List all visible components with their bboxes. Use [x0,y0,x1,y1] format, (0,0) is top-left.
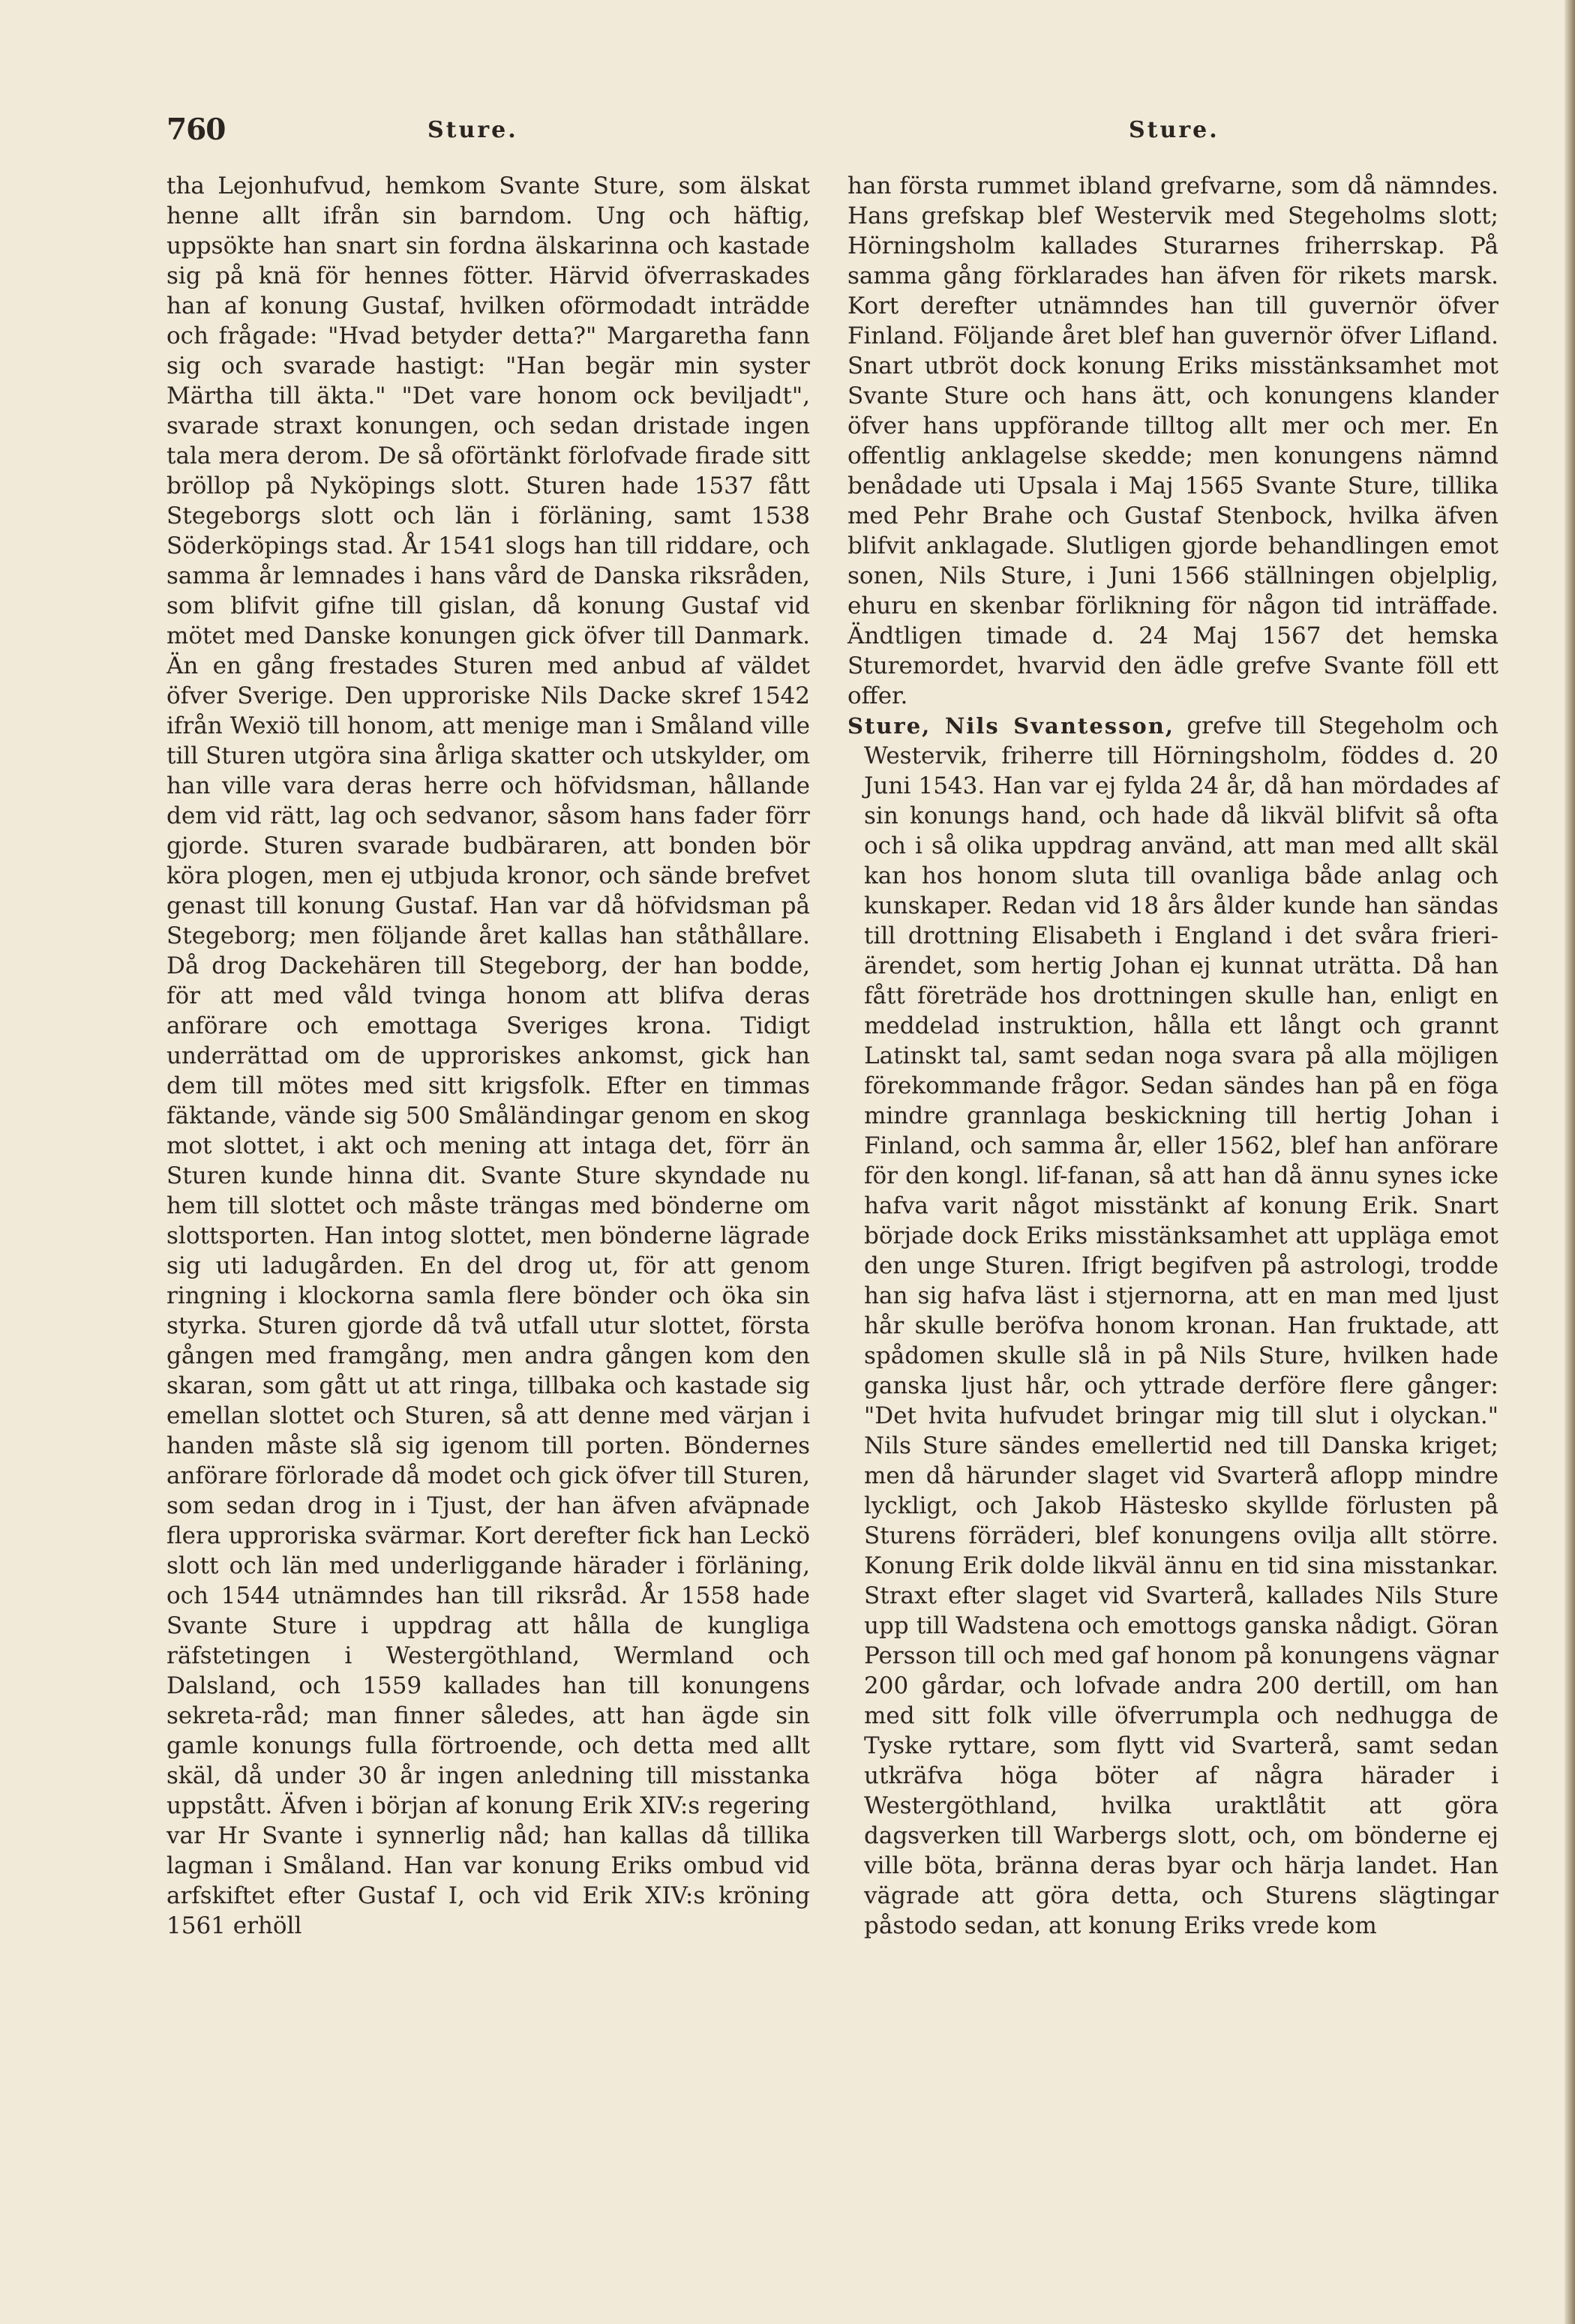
entry-heading: Sture, Nils Svantesson, [848,713,1174,739]
page-spine-edge [1564,0,1575,2324]
left-column [166,171,810,1941]
right-column-continued-text: han första rummet ibland grefvarne, som då nämndes. Hans grefskap blef Westervik med Stegeholms slott; Hörningsholm kallades Sturarnes friherrskap. På samma gång förklarades han äfven för rikets marsk. Kort derefter utnämndes han till guvernör öfver Finland. Följande året blef han guvernör öfver Lifland. Snart utbröt dock konung Eriks misstänksamhet mot Svante Sture och hans ätt, och konungens klander öfver hans uppförande tilltog allt mer och mer. En offentlig anklagelse skedde; men konungens nämnd benådade uti Upsala i Maj 1565 Svante Sture, tillika med Pehr Brahe och Gustaf Stenbock, hvilka äfven blifvit anklagade. Slutligen gjorde behandlingen emot sonen, Nils Sture, i Juni 1566 ställningen objelplig, ehuru en skenbar förlikning för någon tid inträffade. Ändtligen timade d. 24 Maj 1567 det hemska Sturemordet, hvarvid den ädle grefve Svante föll ett offer. [848,172,1498,709]
entry-text: grefve till Stegeholm och Westervik, friherre till Hörningsholm, föddes d. 20 Juni 1543. Han var ej fylda 24 år, då han mördades af sin konungs hand, och hade då likväl blifvit så ofta och i så olika uppdrag använd, att man med allt skäl kan hos honom sluta till ovanliga både anlag och kunskaper. Redan vid 18 års ålder kunde han sändas till drottning Elisabeth i England i det svåra frieri-ärendet, som hertig Johan ej kunnat uträtta. Då han fått företräde hos drottningen skulle han, enligt en meddelad instruktion, hålla ett långt och grannt Latinskt tal, samt sedan noga svara på alla möjligen förekommande frågor. Sedan sändes han på en föga mindre grannlaga beskickning till hertig Johan i Finland, och samma år, eller 1562, blef han anförare för den kongl. lif-fanan, så att han då ännu synes icke hafva varit något misstänkt af konung Erik. Snart började dock Eriks misstänksamhet att uppläga emot den unge Sturen. Ifrigt begifven på astrologi, trodde han sig hafva läst i stjernorna, att en man med ljust hår skulle beröfva honom kronan. Han fruktade, att spådomen skulle slå in på Nils Sture, hvilken hade ganska ljust hår, och yttrade derföre flere gånger: "Det hvita hufvudet bringar mig till slut i olyckan." Nils Sture sändes emellertid ned till Danska kriget; men då härunder slaget vid Svarterå aflopp mindre lyckligt, och Jakob Hästesko skyllde förlusten på Sturens förräderi, blef konungens ovilja allt större. Konung Erik dolde likväl ännu en tid sina misstankar. Straxt efter slaget vid Svarterå, kallades Nils Sture upp till Wadstena och emottogs ganska nådigt. Göran Persson till och med gaf honom på konungens vägnar 200 gårdar, och lofvade andra 200 dertill, om han med sitt folk ville öfverrumpla och nedhugga de Tyske ryttare, som flytt vid Svarterå, samt sedan utkräfva höga böter af några härader i Westergöthland, hvilka uraktlåtit att göra dagsverken till Warbergs slott, och, om bönderne ej ville böta, bränna deras byar och härja landet. Han vägrade att göra detta, och Sturens slägtingar påstodo sedan, att konung Eriks vrede kom [864,712,1499,1939]
page-number: 760 [166,112,226,147]
running-head-left: Sture. [428,117,518,143]
page-header [0,112,1575,150]
running-head-right: Sture. [1129,117,1220,143]
entry-nils-svantesson [848,711,1498,1941]
right-column [848,171,1498,1941]
left-column-text: tha Lejonhufvud, hemkom Svante Sture, som älskat henne allt ifrån sin barndom. Ung och häftig, uppsökte han snart sin fordna älskarinna och kastade sig på knä för hennes fötter. Härvid öfverraskades han af konung Gustaf, hvilken oförmodadt inträdde och frågade: "Hvad betyder detta?" Margaretha fann sig och svarade hastigt: "Han begär min syster Märtha till äkta." "Det vare honom ock beviljadt", svarade straxt konungen, och sedan dristade ingen tala mera derom. De så oförtänkt förlofvade firade sitt bröllop på Nyköpings slott. Sturen hade 1537 fått Stegeborgs slott och län i förläning, samt 1538 Söderköpings stad. År 1541 slogs han till riddare, och samma år lemnades i hans vård de Danska riksråden, som blifvit gifne till gislan, då konung Gustaf vid mötet med Danske konungen gick öfver till Danmark. Än en gång frestades Sturen med anbud af väldet öfver Sverige. Den upproriske Nils Dacke skref 1542 ifrån Wexiö till honom, att menige man i Småland ville till Sturen utgöra sina årliga skatter och utskylder, om han ville vara deras herre och höfvidsman, hållande dem vid rätt, lag och sedvanor, såsom hans fader förr gjorde. Sturen svarade budbäraren, att bonden bör köra plogen, men ej utbjuda kronor, och sände brefvet genast till konung Gustaf. Han var då höfvidsman på Stegeborg; men följande året kallas han ståthållare. Då drog Dackehären till Stegeborg, der han bodde, för att med våld tvinga honom att blifva deras anförare och emottaga Sveriges krona. Tidigt underrättad om de upproriskes ankomst, gick han dem till mötes med sitt krigsfolk. Efter en timmas fäktande, vände sig 500 Småländingar genom en skog mot slottet, i akt och mening att intaga det, förr än Sturen kunde hinna dit. Svante Sture skyndade nu hem till slottet och måste trängas med bönderne om slottsporten. Han intog slottet, men bönderne lägrade sig uti ladugården. En del drog ut, för att genom ringning i klockorna samla flere bönder och öka sin styrka. Sturen gjorde då två utfall utur slottet, första gången med framgång, men andra gången kom den skaran, som gått ut att ringa, tillbaka och kastade sig emellan slottet och Sturen, så att denne med värjan i handen måste slå sig igenom till porten. Böndernes anförare förlorade då modet och gick öfver till Sturen, som sedan drog in i Tjust, der han äfven afväpnade flera upproriska svärmar. Kort derefter fick han Leckö slott och län med underliggande härader i förläning, och 1544 utnämndes han till riksråd. År 1558 hade Svante Sture i uppdrag att hålla de kungliga räfstetingen i Westergöthland, Wermland och Dalsland, och 1559 kallades han till konungens sekreta-råd; man finner således, att han ägde sin gamle konungs fulla förtroende, och detta med allt skäl, då under 30 år ingen anledning till misstanka uppstått. Äfven i början af konung Erik XIV:s regering var Hr Svante i synnerlig nåd; han kallas då tillika lagman i Småland. Han var konung Eriks ombud vid arfskiftet efter Gustaf I, och vid Erik XIV:s kröning 1561 erhöll [166,172,810,1939]
